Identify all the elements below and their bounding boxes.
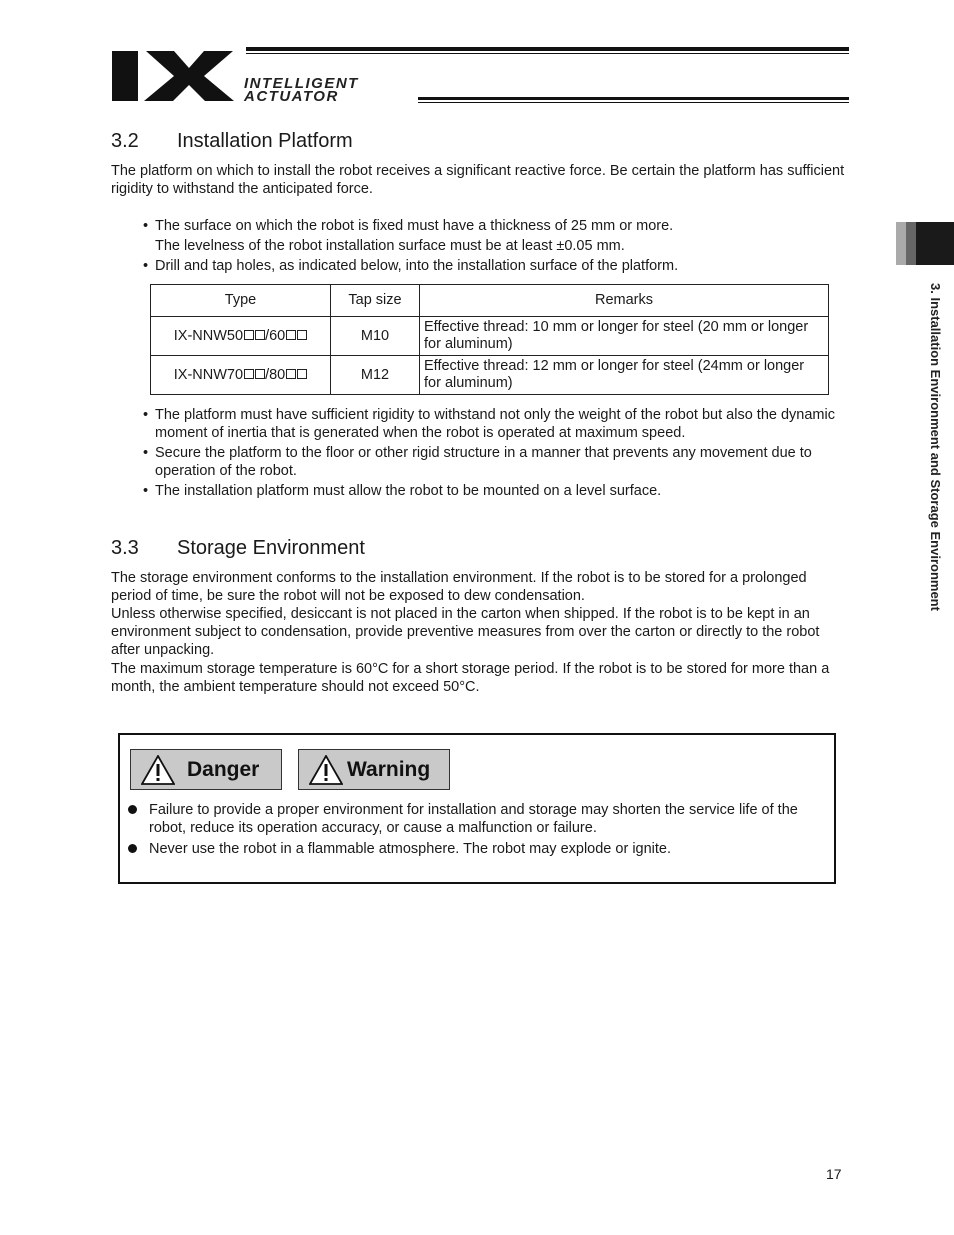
bullet-item: • Secure the platform to the floor or other rigid structure in a manner that prevents any movement due to operation of the robot. bbox=[143, 444, 848, 480]
bullet-item: • The platform must have sufficient rigidity to withstand not only the weight of the robot but also the dynamic moment of inertia that is generated when the robot is operated at maximum speed. bbox=[143, 406, 848, 442]
side-tab-mid bbox=[906, 222, 916, 265]
side-chapter-label: 3. Installation Environment and Storage Environment bbox=[928, 283, 943, 611]
bullet-item: • Drill and tap holes, as indicated below, into the installation surface of the platform. bbox=[143, 257, 848, 275]
table-row bbox=[151, 356, 829, 395]
cell-remarks: Effective thread: 10 mm or longer for steel (20 mm or longer for aluminum) bbox=[420, 317, 829, 356]
storage-paragraph-3: The maximum storage temperature is 60°C for a short storage period. If the robot is to be stored for more than a month, the ambient temperature should not exceed 50°C. bbox=[111, 661, 830, 695]
header-rule-top-thin bbox=[246, 53, 849, 54]
table-row bbox=[151, 317, 829, 356]
cell-type: IX-NNW50 /60 bbox=[151, 317, 331, 356]
warning-label: Warning bbox=[347, 758, 431, 781]
section-heading-3-3 bbox=[111, 537, 365, 560]
logo-text-actuator: ACTUATOR bbox=[244, 88, 339, 105]
cell-tap-size: M10 bbox=[331, 317, 420, 356]
bullet-dot-icon bbox=[128, 805, 137, 814]
header-rule-bottom bbox=[418, 97, 849, 100]
danger-label: Danger bbox=[187, 758, 260, 781]
cell-tap-size: M12 bbox=[331, 356, 420, 395]
tap-size-table bbox=[150, 284, 829, 395]
bullet-line: The surface on which the robot is fixed must have a thickness of 25 mm or more. bbox=[155, 218, 674, 234]
warning-badge bbox=[298, 749, 450, 790]
cell-remarks: Effective thread: 12 mm or longer for steel (24mm or longer for aluminum) bbox=[420, 356, 829, 395]
warning-triangle-icon bbox=[141, 755, 175, 785]
ix-logo-mark bbox=[112, 48, 236, 104]
column-header-tap-size: Tap size bbox=[331, 285, 420, 317]
bullet-text: Secure the platform to the floor or other rigid structure in a manner that prevents any movement due to operation of the robot. bbox=[155, 445, 812, 479]
cell-type: IX-NNW70 /80 bbox=[151, 356, 331, 395]
column-header-remarks: Remarks bbox=[420, 285, 829, 317]
caution-box bbox=[118, 733, 836, 884]
page-number: 17 bbox=[826, 1166, 842, 1182]
header-rule-top bbox=[246, 47, 849, 51]
bullet-line: Drill and tap holes, as indicated below, into the installation surface of the platform. bbox=[155, 258, 679, 274]
storage-paragraph-1: The storage environment conforms to the installation environment. If the robot is to be stored for a prolonged period of time, be sure the robot will not be exposed to dew condensation. bbox=[111, 570, 807, 604]
table-header-row bbox=[151, 285, 829, 317]
section-title: Installation Platform bbox=[177, 130, 353, 152]
caution-item: Never use the robot in a flammable atmosphere. The robot may explode or ignite. bbox=[128, 840, 823, 858]
danger-badge bbox=[130, 749, 282, 790]
bullet-line: The levelness of the robot installation surface must be at least ±0.05 mm. bbox=[155, 238, 625, 254]
warning-triangle-icon bbox=[309, 755, 343, 785]
column-header-type: Type bbox=[151, 285, 331, 317]
section-number: 3.2 bbox=[111, 130, 139, 152]
storage-paragraph-2: Unless otherwise specified, desiccant is not placed in the carton when shipped. If the robot is to be kept in an environment subject to condensation, provide preventive measures from over the carton or directly to the robot after unpacking. bbox=[111, 606, 820, 658]
side-tab-black bbox=[916, 222, 954, 265]
section-number: 3.3 bbox=[111, 537, 139, 559]
header-rule-bottom-thin bbox=[418, 102, 849, 103]
bullet-dot-icon bbox=[128, 844, 137, 853]
section-heading-3-2 bbox=[111, 130, 353, 153]
caution-item: Failure to provide a proper environment for installation and storage may shorten the service life of the robot, reduce its operation accuracy, or cause a malfunction or failure. bbox=[128, 801, 823, 837]
logo-text-intelligent: INTELLIGENT bbox=[244, 75, 359, 92]
section-title: Storage Environment bbox=[177, 537, 365, 559]
bullet-item: • The installation platform must allow the robot to be mounted on a level surface. bbox=[143, 482, 848, 500]
bullet-text: The platform must have sufficient rigidity to withstand not only the weight of the robot but also the dynamic moment of inertia that is generated when the robot is operated at maximum speed. bbox=[155, 407, 835, 441]
section-3-2-intro: The platform on which to install the robot receives a significant reactive force. Be certain the platform has sufficient rigidity to withstand the anticipated force. bbox=[111, 163, 845, 197]
bullet-item: • The surface on which the robot is fixed must have a thickness of 25 mm or more. The levelness of the robot installation surface must be at least ±0.05 mm. bbox=[143, 217, 848, 255]
bullet-text: The installation platform must allow the robot to be mounted on a level surface. bbox=[155, 483, 662, 499]
